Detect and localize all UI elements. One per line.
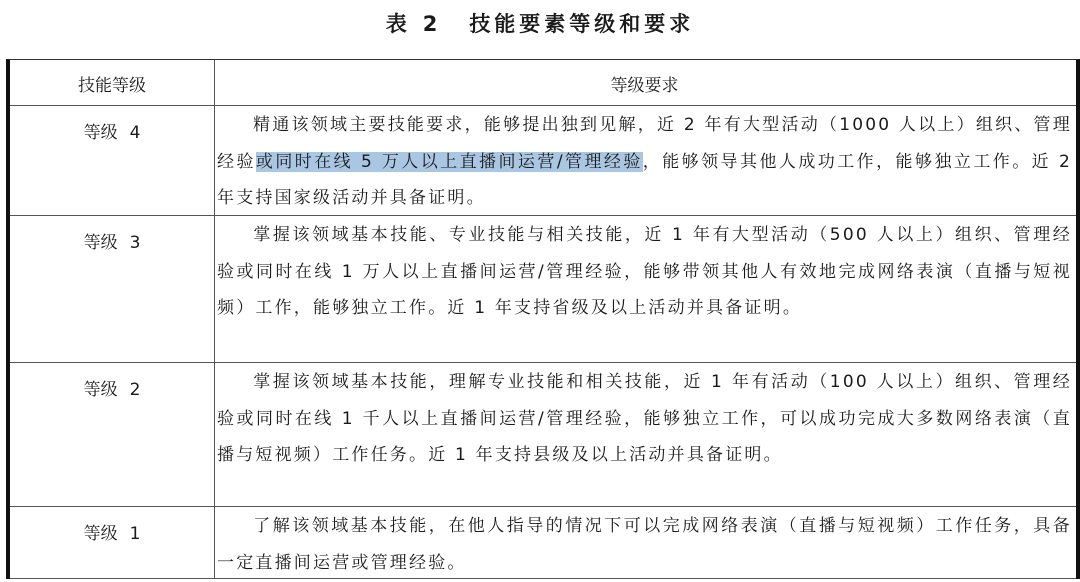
- header-skill-level: 技能等级: [10, 60, 215, 105]
- table-row: [10, 363, 1076, 507]
- caption-number: 2: [422, 12, 442, 36]
- level-cell: [10, 363, 215, 506]
- requirement-text: 了解该领域基本技能，在他人指导的情况下可以完成网络表演（直播与短视频）工作任务，具备一定直播间运营或管理经验。: [217, 516, 1072, 573]
- level-label: 等级: [83, 123, 118, 143]
- requirement-cell[interactable]: [215, 216, 1076, 362]
- requirement-text: 精通该领域主要技能要求，能够提出独到见解，近 2 年有大型活动（1000 人以上）组织、管理经验: [217, 115, 1072, 172]
- requirement-cell[interactable]: [215, 363, 1076, 506]
- level-cell: [10, 216, 215, 362]
- requirement-cell[interactable]: [215, 106, 1076, 215]
- selected-text-highlight[interactable]: 或同时在线 5 万人以上直播间运营/管理经验: [255, 151, 643, 172]
- caption-prefix: 表: [385, 12, 411, 36]
- table-row: [10, 507, 1076, 579]
- level-number: 4: [129, 123, 141, 143]
- header-requirement: 等级要求: [610, 76, 679, 96]
- skill-level-table: [6, 59, 1080, 579]
- requirement-text: 掌握该领域基本技能，理解专业技能和相关技能，近 1 年有活动（100 人以上）组织、管理经验或同时在线 1 千人以上直播间运营/管理经验，能够独立工作，可以成功完成大多数网络表演（直播与短视频）工作任务。近 1 年支持县级及以上活动并具备证明。: [217, 372, 1072, 465]
- table-row: [10, 216, 1076, 363]
- requirement-cell[interactable]: [215, 507, 1076, 578]
- table-header-row: [10, 60, 1076, 106]
- level-cell: [10, 106, 215, 215]
- requirement-text: ，能够领导其他人成功工作，能够独立工作。近 2 年支持国家级活动并具备证明。: [217, 151, 1072, 208]
- level-label: 等级: [83, 380, 118, 400]
- level-label: 等级: [83, 524, 118, 544]
- level-label: 等级: [83, 233, 118, 253]
- level-number: 3: [129, 233, 141, 253]
- table-caption: [0, 8, 1080, 40]
- level-number: 2: [129, 380, 141, 400]
- caption-text: 技能要素等级和要求: [469, 12, 695, 36]
- table-row: [10, 106, 1076, 216]
- level-number: 1: [129, 524, 141, 544]
- level-cell: [10, 507, 215, 578]
- requirement-text: 掌握该领域基本技能、专业技能与相关技能，近 1 年有大型活动（500 人以上）组织、管理经验或同时在线 1 万人以上直播间运营/管理经验，能够带领其他人有效地完成网络表演（直播与短视频）工作，能够独立工作。近 1 年支持省级及以上活动并具备证明。: [217, 225, 1072, 318]
